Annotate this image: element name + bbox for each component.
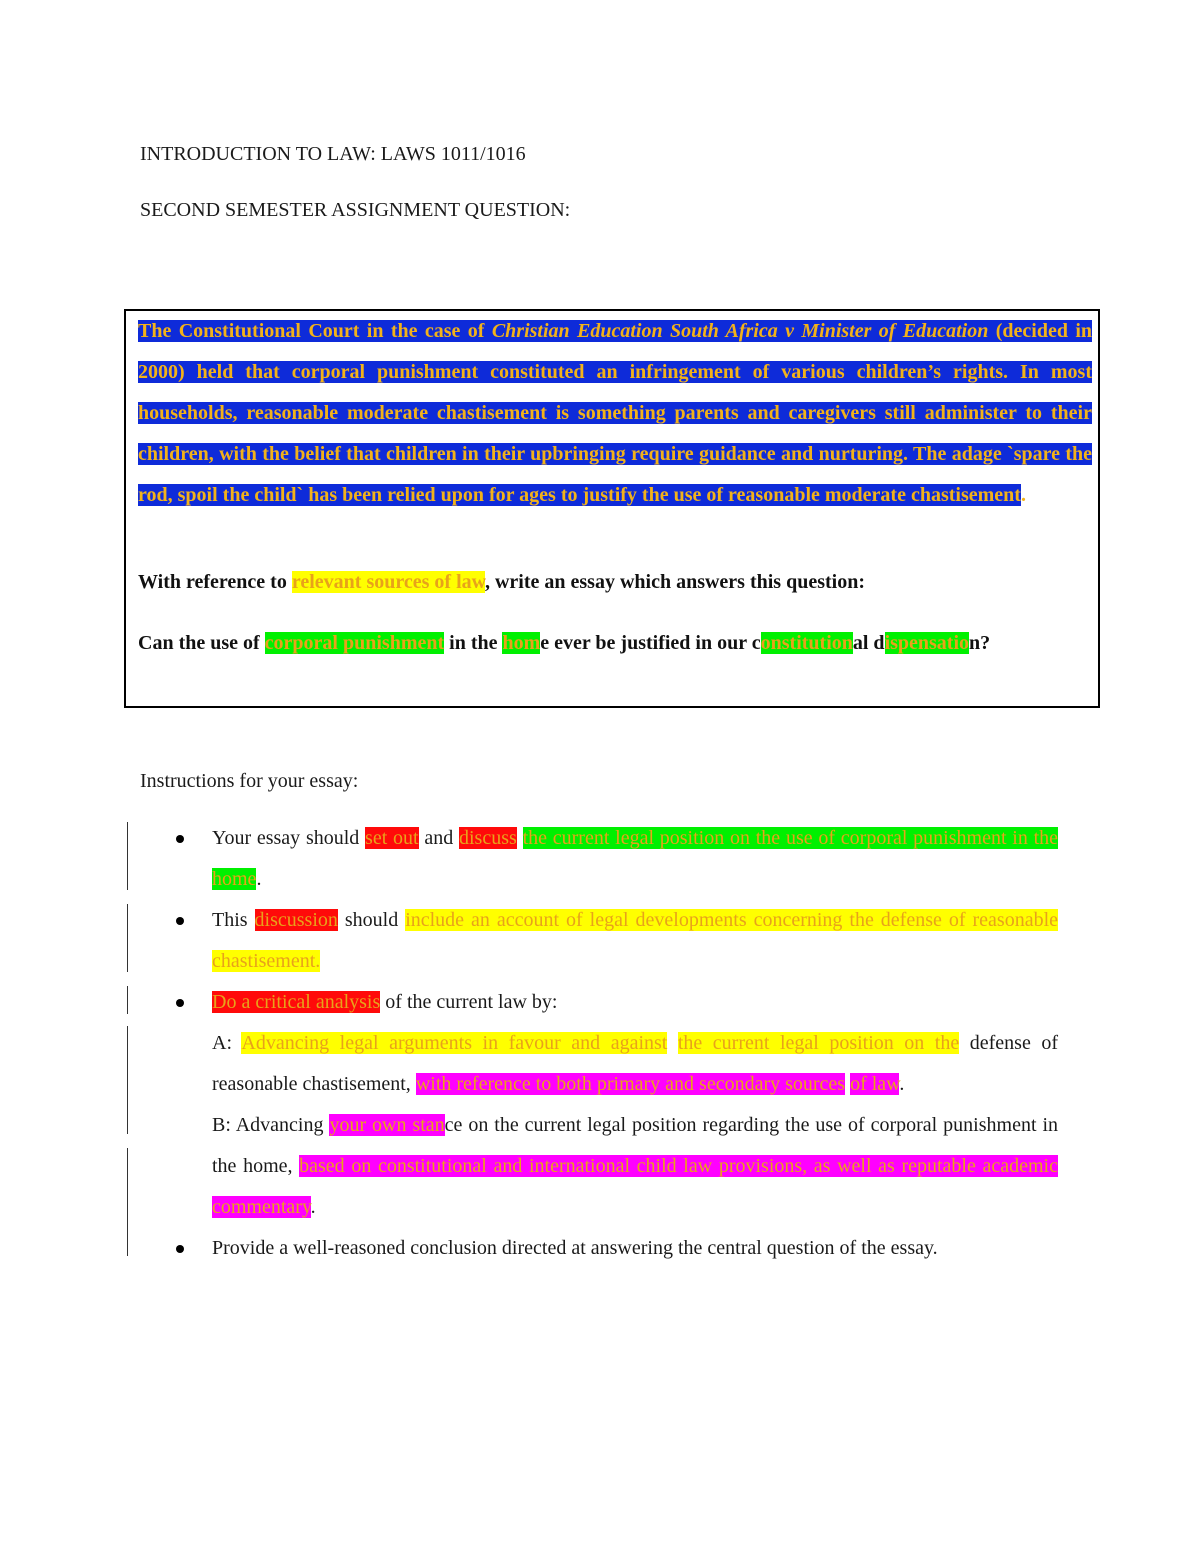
q-text-4: al d xyxy=(852,632,885,654)
q-highlight-4: ispensatio xyxy=(884,632,970,654)
a-highlight-3: with reference to both primary and secondary sources xyxy=(415,1073,846,1095)
b1-highlight-1: set out xyxy=(365,827,419,849)
b1-highlight-3: the current legal position on the use of corporal punishment in the home xyxy=(212,827,1059,890)
change-bar xyxy=(127,822,128,890)
list-item xyxy=(212,982,1058,1023)
b1-highlight-2: discuss xyxy=(459,827,517,849)
q-text-2: in the xyxy=(444,632,503,654)
b2-highlight-2: include an account of legal developments concerning the defense of reasonable chastisement. xyxy=(212,909,1059,972)
a-text-3: defense of reasonable chastisement, xyxy=(212,1032,1059,1095)
bullet-icon xyxy=(176,835,184,843)
b4-text-1: Provide a well-reasoned conclusion directed at answering the central question of the essay. xyxy=(212,1237,938,1259)
a-text-2 xyxy=(667,1032,678,1054)
bullet-icon xyxy=(176,1245,184,1253)
b1-text-2: and xyxy=(418,827,459,849)
q-highlight-3: onstitution xyxy=(760,632,853,654)
context-text-1: The Constitutional Court in the case of xyxy=(138,320,492,342)
document-title: INTRODUCTION TO LAW: LAWS 1011/1016 xyxy=(140,143,526,165)
question-box xyxy=(124,309,1100,708)
a-highlight-2: the current legal position on the xyxy=(677,1032,960,1054)
q-text-5: n? xyxy=(969,632,991,654)
ref-text-1: With reference to xyxy=(138,571,292,593)
reference-instruction xyxy=(138,571,865,594)
b-text-3: . xyxy=(310,1196,316,1218)
b2-text-2: should xyxy=(337,909,406,931)
a-text-5: . xyxy=(899,1073,905,1095)
change-bar xyxy=(127,904,128,972)
instruction-list xyxy=(212,818,1058,1269)
b-text-1: B: Advancing xyxy=(212,1114,330,1136)
list-item xyxy=(212,1228,1058,1269)
central-question xyxy=(138,623,1092,664)
b1-text-4: . xyxy=(256,868,262,890)
context-text-2: (decided in 2000) held that corporal punishment constituted an infringement of various children’s rights. In most households, reasonable moderate chastisement is something parents and caregivers still administer to their children, with the belief that children in their upbringing require guidance and nurturing. The adage `spare the rod, spoil the child` has been relied upon for ages to justify the use of reasonable moderate chastisement xyxy=(138,320,1092,506)
document-subtitle: SECOND SEMESTER ASSIGNMENT QUESTION: xyxy=(140,199,571,221)
list-item xyxy=(212,900,1058,982)
ref-highlight: relevant sources of law xyxy=(291,571,485,593)
context-text-end: . xyxy=(1020,484,1026,506)
a-highlight-4: of law xyxy=(850,1073,900,1095)
b3-highlight-1: Do a critical analysis xyxy=(212,991,381,1013)
a-text-1: A: xyxy=(212,1032,242,1054)
b2-highlight-1: discussion xyxy=(254,909,338,931)
bullet-icon xyxy=(176,917,184,925)
sub-item-b xyxy=(212,1105,1058,1228)
b3-text-1: of the current law by: xyxy=(380,991,558,1013)
change-bar xyxy=(127,986,128,1014)
instructions-heading: Instructions for your essay: xyxy=(140,770,359,792)
sub-item-a xyxy=(212,1023,1058,1105)
bullet-icon xyxy=(176,999,184,1007)
q-highlight-2: hom xyxy=(502,632,541,654)
q-text-3: e ever be justified in our c xyxy=(540,632,761,654)
b-text-2: ce on the current legal position regarding the use of corporal punishment in the home, xyxy=(212,1114,1059,1177)
list-item xyxy=(212,818,1058,900)
change-bar xyxy=(127,1026,128,1134)
q-highlight-1: corporal punishment xyxy=(264,632,445,654)
b1-text-1: Your essay should xyxy=(212,827,366,849)
question-context-paragraph xyxy=(138,311,1092,516)
a-highlight-1: Advancing legal arguments in favour and against xyxy=(241,1032,668,1054)
change-bar xyxy=(127,1148,128,1256)
q-text-1: Can the use of xyxy=(138,632,265,654)
ref-text-2: , write an essay which answers this question: xyxy=(484,571,865,593)
b-highlight-1: your own stan xyxy=(329,1114,445,1136)
b-highlight-2: based on constitutional and international child law provisions, as well as reputable academic commentary xyxy=(212,1155,1058,1218)
b2-text-1: This xyxy=(212,909,255,931)
case-name: Christian Education South Africa v Minister of Education xyxy=(491,320,989,342)
b1-text-3 xyxy=(517,827,523,849)
